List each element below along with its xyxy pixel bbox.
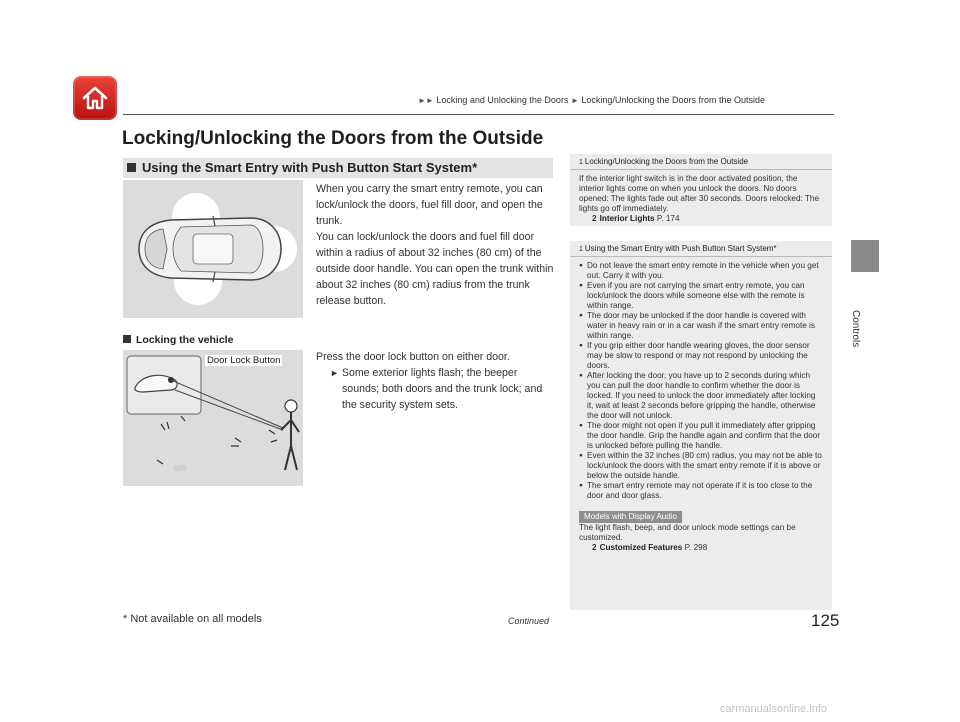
header-divider xyxy=(123,114,834,115)
page-title: Locking/Unlocking the Doors from the Outside xyxy=(122,128,544,149)
note-bullet: ● After locking the door, you have up to 2 seconds during which you can pull the door handle to confirm whether the door is locked. If you need to unlock the door immediately after locking it, wait at least 2 seconds before gripping the handle, otherwise the door will not unlock. xyxy=(579,371,822,421)
models-badge: Models with Display Audio xyxy=(579,511,682,523)
door-handle-person-icon xyxy=(123,350,303,486)
reference-icon: 2 xyxy=(592,543,597,552)
breadcrumb-arrow-icon: ► xyxy=(570,96,579,105)
breadcrumb-arrow-icon: ►► xyxy=(418,96,434,105)
home-icon xyxy=(81,84,109,112)
note-title-text: Locking/Unlocking the Doors from the Outside xyxy=(584,157,749,166)
note-bullet: ● The smart entry remote may not operate if it is too close to the door and door glass. xyxy=(579,481,822,501)
ref-label: Interior Lights xyxy=(599,214,655,223)
intro-text xyxy=(316,181,554,309)
breadcrumb-current: Locking/Unlocking the Doors from the Outside xyxy=(581,95,765,105)
continued-label: Continued xyxy=(508,616,550,626)
ref-page: P. 298 xyxy=(684,543,708,552)
reference-icon: 2 xyxy=(592,214,597,223)
locking-text xyxy=(316,349,554,413)
note-box-smart-entry xyxy=(570,241,832,610)
note-bullet: ● The door might not open if you pull it immediately after gripping the door handle. Grip the handle again and confirm that the door is unlocked before pulling the handle. xyxy=(579,421,822,451)
locking-result xyxy=(316,365,554,413)
locking-instruction: Press the door lock button on either door. xyxy=(316,351,510,363)
chapter-label[interactable]: Controls xyxy=(850,310,861,348)
locking-heading-text: Locking the vehicle xyxy=(136,334,234,346)
note-bullet: ● Even within the 32 inches (80 cm) radius, you may not be able to lock/unlock the doors with the smart entry remote if it is above or below the outside handle. xyxy=(579,451,822,481)
note-box-body xyxy=(570,170,832,224)
section-marker-icon xyxy=(127,163,136,172)
note-box-title xyxy=(570,241,832,257)
page-number: 125 xyxy=(811,611,840,630)
home-button[interactable] xyxy=(73,76,117,120)
intro-paragraph: You can lock/unlock the doors and fuel fill door within a radius of about 32 inches (80 cm) of the outside door handle. You can open the trunk within about 32 inches (80 cm) radius from the trunk release button. xyxy=(316,231,554,307)
note-number: 1 xyxy=(579,159,583,166)
door-lock-button-callout: Door Lock Button xyxy=(207,355,281,366)
note-bullet: ● Even if you are not carrying the smart entry remote, you can lock/unlock the doors while someone else with the remote is within range. xyxy=(579,281,822,311)
note-text: If the interior light switch is in the door activated position, the interior lights come on when you unlock the doors. No doors opened: The lights fade out after 30 seconds. Doors relocked: The lights go off immediately. xyxy=(579,174,820,213)
note-box-title xyxy=(570,154,832,170)
interior-lights-link[interactable] xyxy=(579,214,822,224)
note-box-interior-lights xyxy=(570,154,832,226)
section-heading xyxy=(123,158,553,178)
door-lock-illustration xyxy=(123,350,303,486)
car-top-view-icon xyxy=(123,180,303,318)
intro-paragraph: When you carry the smart entry remote, you can lock/unlock the doors, fuel fill door, and open the trunk. xyxy=(316,183,543,227)
smart-entry-range-illustration xyxy=(123,180,303,318)
note-bullet: ● If you grip either door handle wearing gloves, the door sensor may be slow to respond or may not respond by unlocking the doors. xyxy=(579,341,822,371)
locking-result-text: Some exterior lights flash; the beeper sounds; both doors and the trunk lock; and the security system sets. xyxy=(341,367,543,411)
footnote: * Not available on all models xyxy=(123,613,262,625)
customized-features-link[interactable] xyxy=(579,543,822,553)
chapter-tab[interactable] xyxy=(851,240,879,272)
watermark: carmanualsonline.info xyxy=(720,703,828,715)
subsection-marker-icon xyxy=(123,335,131,343)
note-number: 1 xyxy=(579,246,583,253)
customize-text: The light flash, beep, and door unlock mode settings can be customized. xyxy=(579,523,796,542)
breadcrumb-link-doors[interactable]: Locking and Unlocking the Doors xyxy=(436,95,569,105)
note-bullet: ● Do not leave the smart entry remote in the vehicle when you get out. Carry it with you. xyxy=(579,261,822,281)
breadcrumb xyxy=(418,95,765,105)
locking-heading xyxy=(123,334,233,346)
ref-page: P. 174 xyxy=(656,214,680,223)
note-box-body xyxy=(570,257,832,553)
section-heading-text: Using the Smart Entry with Push Button Start System* xyxy=(142,160,478,175)
result-arrow-icon: ► xyxy=(330,368,339,378)
note-bullet: ● The door may be unlocked if the door handle is covered with water in heavy rain or in a car wash if the smart entry remote is within range. xyxy=(579,311,822,341)
note-title-text: Using the Smart Entry with Push Button Start System* xyxy=(584,244,777,253)
ref-label: Customized Features xyxy=(599,543,683,552)
